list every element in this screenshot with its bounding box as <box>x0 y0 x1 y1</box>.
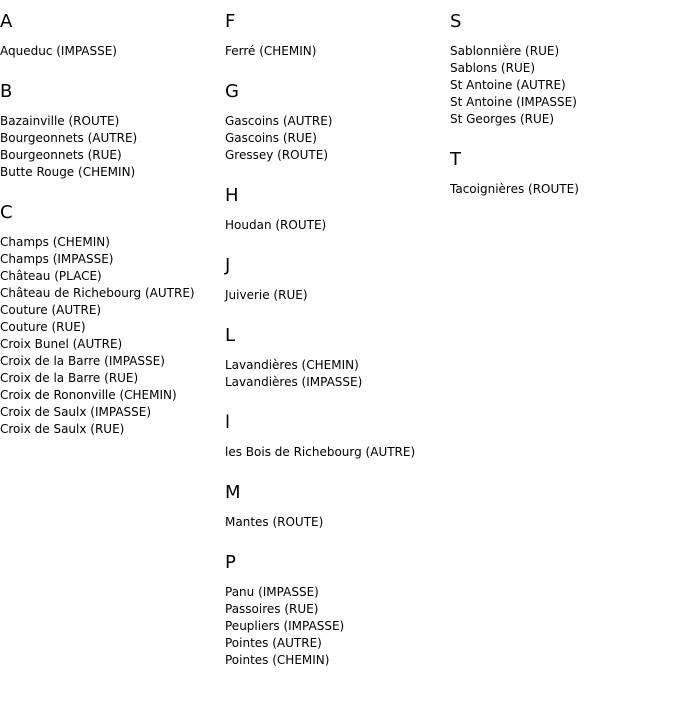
street-list <box>0 113 225 181</box>
letter-heading: B <box>0 81 13 102</box>
letter-group <box>225 183 450 234</box>
letter-group <box>225 79 450 164</box>
street-link[interactable]: Ferré (CHEMIN) <box>225 44 317 58</box>
street-link[interactable]: Champs (CHEMIN) <box>0 235 110 249</box>
street-link[interactable]: les Bois de Richebourg (AUTRE) <box>225 445 416 459</box>
street-link[interactable]: Bourgeonnets (AUTRE) <box>0 131 138 145</box>
index-column-3 <box>450 9 675 217</box>
letter-group <box>225 550 450 669</box>
letter-heading: F <box>225 11 236 32</box>
street-link[interactable]: Sablonnière (RUE) <box>450 44 560 58</box>
street-link[interactable]: Bazainville (ROUTE) <box>0 114 120 128</box>
street-link[interactable]: Juiverie (RUE) <box>225 288 308 302</box>
street-list <box>225 584 450 669</box>
letter-group <box>225 410 450 461</box>
street-link[interactable]: Lavandières (CHEMIN) <box>225 358 359 372</box>
street-link[interactable]: Peupliers (IMPASSE) <box>225 619 345 633</box>
letter-heading: S <box>450 11 462 32</box>
street-link[interactable]: Gascoins (RUE) <box>225 131 317 145</box>
street-link[interactable]: St Georges (RUE) <box>450 112 555 126</box>
street-link[interactable]: Gressey (ROUTE) <box>225 148 328 162</box>
street-link[interactable]: Bourgeonnets (RUE) <box>0 148 122 162</box>
street-list <box>0 43 225 60</box>
street-list <box>225 287 450 304</box>
street-list <box>0 234 225 438</box>
street-list <box>225 357 450 391</box>
letter-group <box>450 147 675 198</box>
street-link[interactable]: Croix de Rononville (CHEMIN) <box>0 388 177 402</box>
street-link[interactable]: Tacoignières (ROUTE) <box>450 182 579 196</box>
street-link[interactable]: Butte Rouge (CHEMIN) <box>0 165 136 179</box>
street-list <box>225 113 450 164</box>
letter-heading: H <box>225 185 239 206</box>
street-link[interactable]: Mantes (ROUTE) <box>225 515 324 529</box>
letter-heading: A <box>0 11 13 32</box>
street-list <box>225 43 450 60</box>
street-link[interactable]: Champs (IMPASSE) <box>0 252 114 266</box>
letter-heading: C <box>0 202 13 223</box>
index-column-1 <box>0 9 225 457</box>
letter-heading: J <box>225 255 231 276</box>
street-list <box>225 217 450 234</box>
street-link[interactable]: Couture (AUTRE) <box>0 303 102 317</box>
letter-heading: M <box>225 482 241 503</box>
street-list <box>450 43 675 128</box>
street-link[interactable]: Couture (RUE) <box>0 320 86 334</box>
street-link[interactable]: St Antoine (AUTRE) <box>450 78 566 92</box>
street-link[interactable]: Gascoins (AUTRE) <box>225 114 333 128</box>
street-link[interactable]: Houdan (ROUTE) <box>225 218 327 232</box>
street-link[interactable]: Lavandières (IMPASSE) <box>225 375 363 389</box>
street-link[interactable]: Château (PLACE) <box>0 269 102 283</box>
letter-group <box>450 9 675 128</box>
street-link[interactable]: Sablons (RUE) <box>450 61 536 75</box>
letter-heading: G <box>225 81 239 102</box>
street-list <box>225 514 450 531</box>
letter-group <box>0 79 225 181</box>
street-link[interactable]: Croix de Saulx (IMPASSE) <box>0 405 152 419</box>
index-column-2 <box>225 9 450 688</box>
letter-group <box>225 480 450 531</box>
street-list <box>225 444 450 461</box>
street-link[interactable]: Croix Bunel (AUTRE) <box>0 337 123 351</box>
letter-heading: T <box>450 149 461 170</box>
street-link[interactable]: St Antoine (IMPASSE) <box>450 95 577 109</box>
letter-group <box>0 9 225 60</box>
street-list <box>450 181 675 198</box>
letter-group <box>225 9 450 60</box>
letter-heading: l <box>225 412 231 433</box>
street-link[interactable]: Croix de Saulx (RUE) <box>0 422 125 436</box>
street-link[interactable]: Pointes (CHEMIN) <box>225 653 330 667</box>
letter-group <box>225 323 450 391</box>
letter-group <box>225 253 450 304</box>
street-link[interactable]: Château de Richebourg (AUTRE) <box>0 286 195 300</box>
letter-heading: L <box>225 325 236 346</box>
street-link[interactable]: Passoires (RUE) <box>225 602 319 616</box>
street-link[interactable]: Croix de la Barre (IMPASSE) <box>0 354 165 368</box>
letter-heading: P <box>225 552 236 573</box>
street-link[interactable]: Croix de la Barre (RUE) <box>0 371 139 385</box>
letter-group <box>0 200 225 438</box>
street-link[interactable]: Aqueduc (IMPASSE) <box>0 44 117 58</box>
street-link[interactable]: Pointes (AUTRE) <box>225 636 322 650</box>
street-link[interactable]: Panu (IMPASSE) <box>225 585 319 599</box>
